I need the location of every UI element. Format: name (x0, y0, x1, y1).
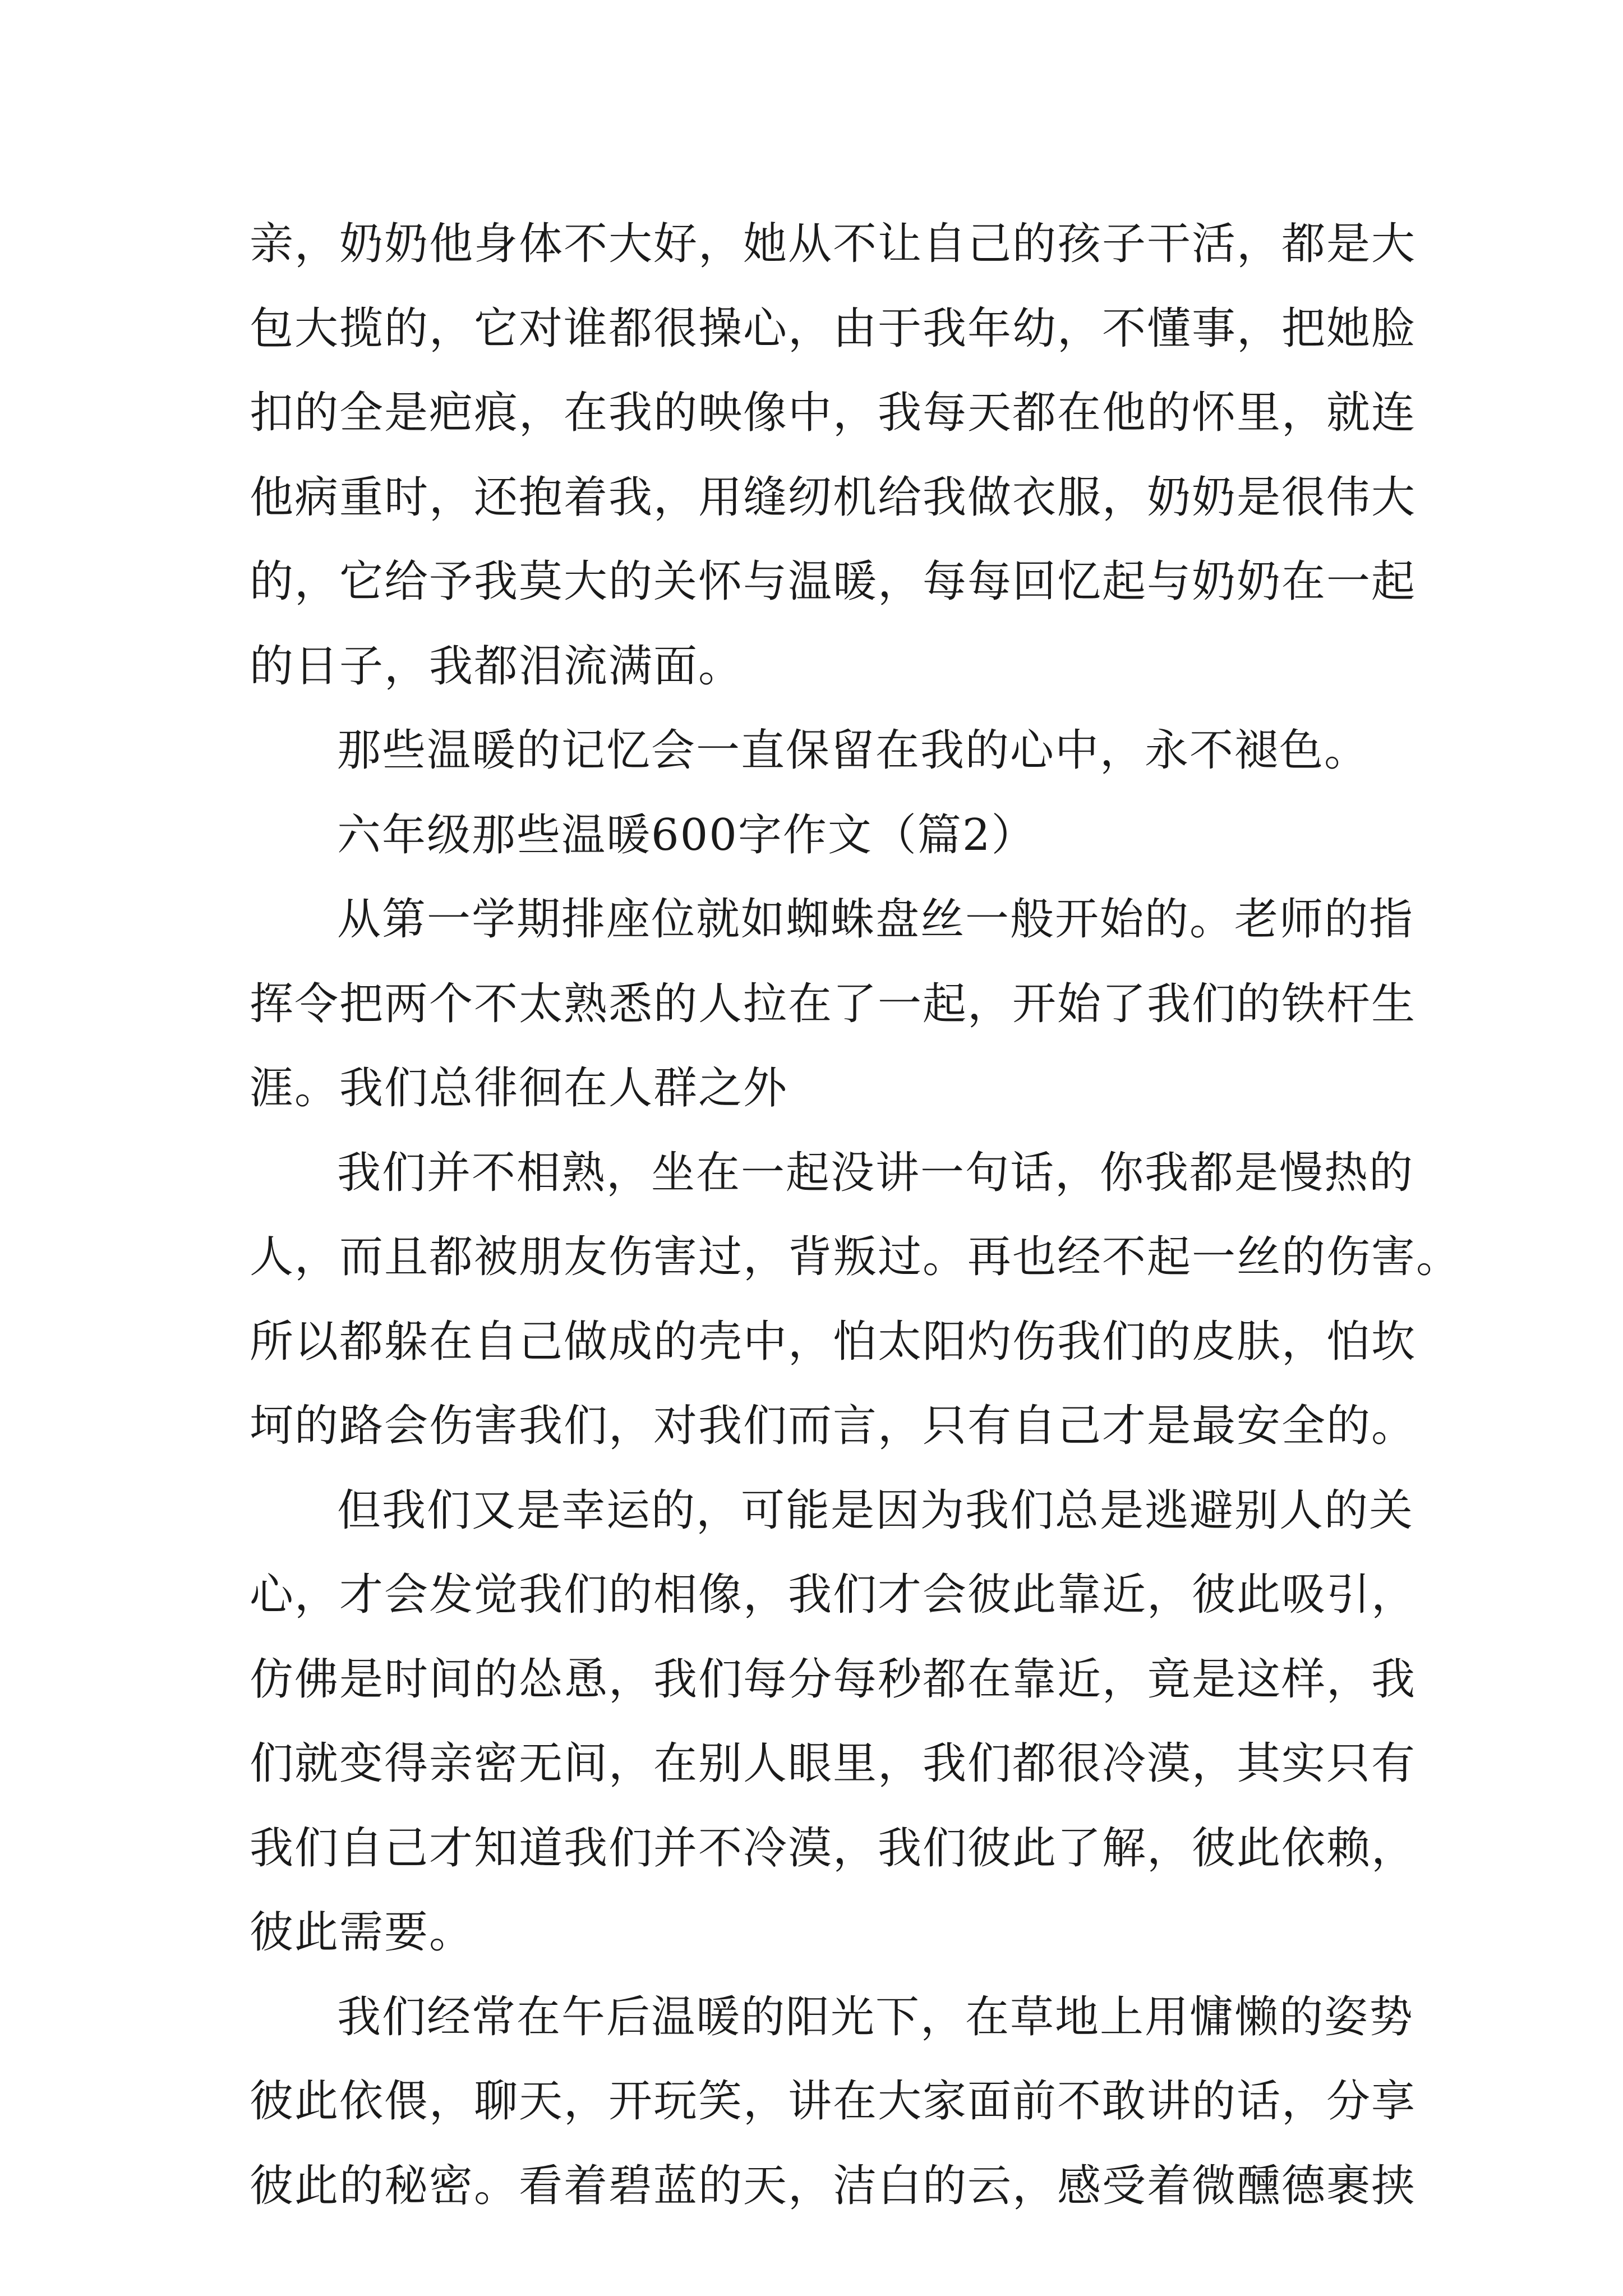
text-line: 的日子，我都泪流满面。 (250, 641, 744, 692)
section-heading: 六年级那些温暖600字作文（篇2） (337, 809, 1036, 861)
text-line: 挥令把两个不太熟悉的人拉在了一起，开始了我们的铁杆生 (250, 978, 1417, 1029)
text-line: 仿佛是时间的怂恿，我们每分每秒都在靠近，竟是这样，我 (250, 1654, 1417, 1705)
text-line: 包大揽的，它对谁都很操心，由于我年幼，不懂事，把她脸 (250, 303, 1417, 354)
text-line: 的，它给予我莫大的关怀与温暖，每每回忆起与奶奶在一起 (250, 556, 1417, 607)
text-line: 们就变得亲密无间，在别人眼里，我们都很冷漠，其实只有 (250, 1738, 1417, 1789)
text-line: 人，而且都被朋友伤害过，背叛过。再也经不起一丝的伤害。 (250, 1232, 1461, 1282)
text-line: 我们经常在午后温暖的阳光下，在草地上用慵懒的姿势 (337, 1991, 1414, 2042)
text-line: 但我们又是幸运的，可能是因为我们总是逃避别人的关 (337, 1485, 1414, 1536)
text-line: 那些温暖的记忆会一直保留在我的心中，永不褪色。 (337, 725, 1370, 776)
text-line: 我们并不相熟，坐在一起没讲一句话，你我都是慢热的 (337, 1147, 1414, 1198)
text-line: 心，才会发觉我们的相像，我们才会彼此靠近，彼此吸引， (250, 1570, 1417, 1620)
text-line: 彼此需要。 (250, 1907, 474, 1958)
text-line: 他病重时，还抱着我，用缝纫机给我做衣服，奶奶是很伟大 (250, 472, 1417, 523)
text-line: 坷的路会伤害我们，对我们而言，只有自己才是最安全的。 (250, 1401, 1417, 1451)
text-line: 彼此依偎，聊天，开玩笑，讲在大家面前不敢讲的话，分享 (250, 2076, 1417, 2127)
text-line: 彼此的秘密。看着碧蓝的天，洁白的云，感受着微醺德裹挟 (250, 2160, 1417, 2211)
text-line: 从第一学期排座位就如蜘蛛盘丝一般开始的。老师的指 (337, 894, 1414, 945)
text-line: 扣的全是疤痕，在我的映像中，我每天都在他的怀里，就连 (250, 388, 1417, 438)
text-line: 涯。我们总徘徊在人群之外 (250, 1063, 789, 1114)
document-body (250, 202, 1461, 2228)
text-line: 我们自己才知道我们并不冷漠，我们彼此了解，彼此依赖， (250, 1823, 1417, 1874)
text-line: 亲，奶奶他身体不大好，她从不让自己的孩子干活，都是大 (250, 219, 1417, 269)
text-line: 所以都躲在自己做成的壳中，怕太阳灼伤我们的皮肤，怕坎 (250, 1316, 1417, 1367)
